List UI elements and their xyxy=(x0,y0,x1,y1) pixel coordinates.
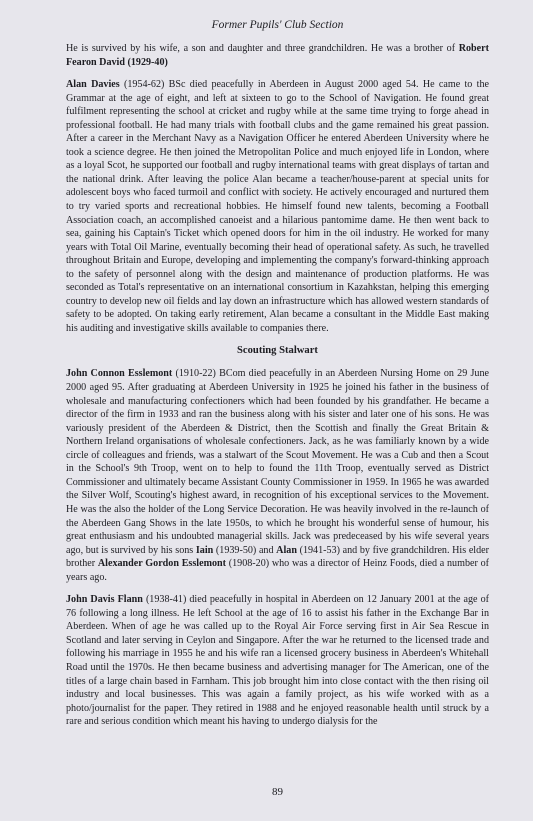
esslemont-brother-text: (1908-20) who was a director of Heinz Foods, died a number of years ago. xyxy=(66,558,489,583)
page-number: 89 xyxy=(272,786,283,798)
flann-name: John Davis Flann xyxy=(66,594,143,606)
esslemont-son1-name: Iain xyxy=(195,544,214,556)
section-heading: Scouting Stalwart xyxy=(237,345,318,357)
intro-name: Robert Fearon David (1929-40) xyxy=(66,43,489,68)
spacer xyxy=(66,69,489,78)
esslemont-son1-years: (1939-50) and xyxy=(213,544,277,556)
intro-text: He is survived by his wife, a son and daughter and three grandchildren. He was a brother of xyxy=(66,43,459,54)
flann-text: (1938-41) died peacefully in hospital in Aberdeen on 12 January 2001 at the age of 76 following a long illness. He left School at the age of 16 to assist his father in the Exchange Bar in Aberdeen. When of age he was called up to the Royal Air Force serving first in Air Sea Rescue in Scotland and later serving in Ceylon and Singapore. After the war he returned to the licensed trade and following his marriage in 1955 he and his wife ran a licensed grocery business in Aberdeen's Whitehall Road until the 1970s. He then became business and advertising manager for The American, one of the titles of a large chain based in Farnham. This job brought him into close contact with the then rising oil industry and local businesses. This was again a family project, as his wife worked with as a photo/journalist for the paper. They retired in 1988 and he enjoyed reasonable health until struck by a rare and serious condition which meant his having to undergo dialysis for the xyxy=(66,594,490,728)
davies-text: (1954-62) BSc died peacefully in Aberdeen in August 2000 aged 54. He came to the Grammar at the age of eight, and left at sixteen to go to the School of Navigation. He found great fulfilment representing the school at cricket and rugby while at the same time trying to forge ahead in professional football. He had many trials with football clubs and the game remained his great passion. After a career in the Merchant Navy as a Navigation Officer he entered Aberdeen University where he took a science degree. He then joined the Metropolitan Police and much enjoyed life in London, where as a loyal Scot, he supported our football and rugby international teams with great displays of tartan and the national drink. After leaving the police Alan became a teacher/house-parent at special units for adolescent boys who faced turmoil and conflict with society. He actively encouraged and nurtured them to try varied sports and recreational hobbies. He himself found new talents, becoming a Football Association coach, an accomplished canoeist and a hilarious pantomime dame. He then went back to sea, gaining his Captain's Ticket which opened doors for him in the oil industry. He worked for many years with Total Oil Marine, eventually becoming their head of operational safety. As such, he travelled throughout Britain and Europe, developing and implementing the company's forward-thinking approach to the safety of personnel along with the design and maintenance of production platforms. He was seconded as Total's representative on an international consortium in Kazahkstan, helping this emerging country to develop new oil fields and lay down an infrastructure which has allowed western standards of safety to be adopted. On taking early retirement, Alan became a consultant in the Middle East making his auditing and investigative skills available to companies there. xyxy=(66,79,490,334)
spacer xyxy=(66,335,489,344)
davies-paragraph xyxy=(66,78,489,335)
esslemont-paragraph xyxy=(66,367,489,584)
flann-paragraph xyxy=(66,593,489,728)
spacer xyxy=(66,584,489,593)
esslemont-son2-name: Alan xyxy=(276,544,297,556)
esslemont-name: John Connon Esslemont xyxy=(66,368,173,380)
intro-paragraph xyxy=(66,42,489,69)
esslemont-son2-years: (1941-53) and by five grandchildren. His elder brother xyxy=(66,544,489,570)
esslemont-brother-name: Alexander Gordon Esslemont xyxy=(97,558,226,570)
davies-name: Alan Davies xyxy=(66,79,120,91)
esslemont-text: (1910-22) BCom died peacefully in an Aberdeen Nursing Home on 29 June 2000 aged 95. After graduating at Aberdeen University in 1925 he joined his father in the business of wholesale and manufacturing confectioners which had been founded by his grandfather. He became a director of the firm in 1933 and ran the business along with his sister and later one of his sons. He was variously president of the Aberdeen & District, then the Scottish and finally the Great Britain & Northern Ireland organisations of wholesale confectioners. Jack, as he was familiarly known by a wide circle of colleagues and friends, was a stalwart of the Scout Movement. He was a Cub and then a Scout in the School's 9th Troop, went on to help to found the 11th Troop, eventually served as District Commissioner and ultimately became Assistant County Commissioner in 1959. In 1965 he was awarded the Silver Wolf, Scouting's highest award, in recognition of his exceptional services to the Movement. He was the also the holder of the Long Service Decoration. He was heavily involved in the re-launch of the Aberdeen Gang Shows in the late 1950s, to which he brought his wonderful sense of humour, his great enthusiasm and his undoubted managerial skills. Jack was predeceased by his wife several years ago, but is survived by his sons xyxy=(66,368,489,556)
running-header: Former Pupils' Club Section xyxy=(211,19,344,31)
